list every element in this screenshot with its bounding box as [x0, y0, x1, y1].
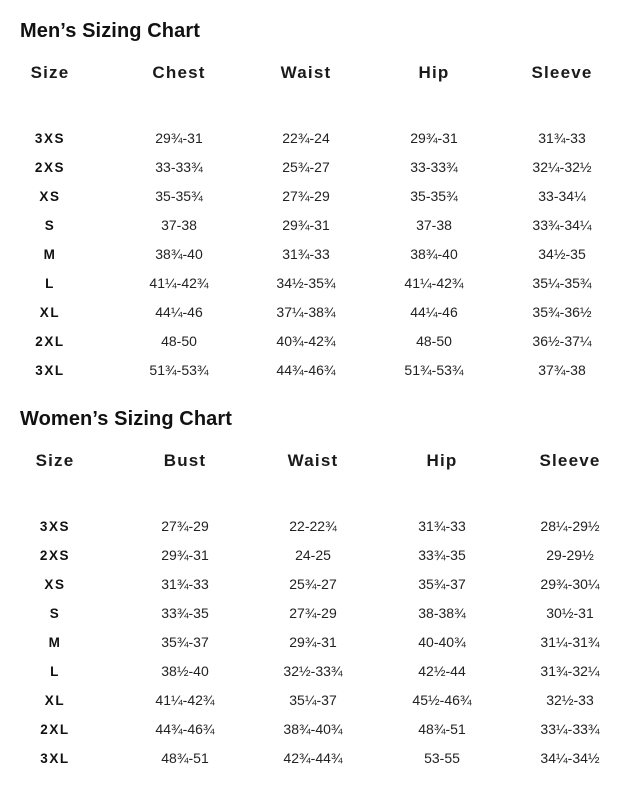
men-header-waist: Waist	[280, 63, 332, 82]
women-size-label: L	[50, 664, 60, 679]
women-waist-value: 29¾-31	[289, 634, 337, 650]
men-chest-value: 51¾-53¾	[149, 362, 209, 378]
men-hip-value: 33-33¾	[410, 159, 458, 175]
women-size-label: XS	[44, 577, 66, 592]
men-hip-value: 41¼-42¾	[404, 275, 464, 291]
women-bust-value: 35¾-37	[161, 634, 209, 650]
men-sleeve-value: 37¾-38	[538, 362, 586, 378]
women-hip-value: 35¾-37	[418, 576, 466, 592]
men-header-sleeve: Sleeve	[531, 63, 593, 82]
women-chart-title: Women’s Sizing Chart	[20, 408, 233, 430]
men-hip-value: 44¼-46	[410, 304, 458, 320]
men-hip-value: 37-38	[416, 217, 452, 233]
women-size-label: 3XL	[40, 751, 70, 766]
women-header-hip: Hip	[426, 451, 458, 470]
women-waist-value: 38¾-40¾	[283, 721, 343, 737]
women-hip-value: 38-38¾	[418, 605, 466, 621]
women-sleeve-value: 30½-31	[546, 605, 594, 621]
men-waist-value: 37¼-38¾	[276, 304, 336, 320]
men-hip-value: 29¾-31	[410, 130, 458, 146]
women-waist-value: 27¾-29	[289, 605, 337, 621]
men-sleeve-value: 36½-37¼	[532, 333, 592, 349]
men-waist-value: 34½-35¾	[276, 275, 336, 291]
men-size-label: 2XS	[34, 160, 66, 175]
women-size-label: 2XL	[40, 722, 70, 737]
women-bust-value: 48¾-51	[161, 750, 209, 766]
women-sleeve-value: 31¾-32¼	[540, 663, 600, 679]
men-waist-value: 31¾-33	[282, 246, 330, 262]
women-hip-value: 33¾-35	[418, 547, 466, 563]
women-hip-value: 42½-44	[418, 663, 466, 679]
men-waist-value: 22¾-24	[282, 130, 330, 146]
men-waist-value: 44¾-46¾	[276, 362, 336, 378]
men-sleeve-value: 32¼-32½	[532, 159, 592, 175]
women-size-label: XL	[44, 693, 66, 708]
women-bust-value: 29¾-31	[161, 547, 209, 563]
men-sleeve-value: 31¾-33	[538, 130, 586, 146]
women-hip-value: 45½-46¾	[412, 692, 472, 708]
women-size-label: 2XS	[39, 548, 71, 563]
men-size-label: 3XS	[34, 131, 66, 146]
men-hip-value: 51¾-53¾	[404, 362, 464, 378]
women-waist-value: 22-22¾	[289, 518, 337, 534]
women-hip-value: 31¾-33	[418, 518, 466, 534]
men-waist-value: 25¾-27	[282, 159, 330, 175]
women-bust-value: 33¾-35	[161, 605, 209, 621]
men-chest-value: 29¾-31	[155, 130, 203, 146]
men-chest-value: 35-35¾	[155, 188, 203, 204]
men-size-label: 2XL	[35, 334, 65, 349]
women-sleeve-value: 29-29½	[546, 547, 594, 563]
women-sleeve-value: 28¼-29½	[540, 518, 600, 534]
men-chest-value: 41¼-42¾	[149, 275, 209, 291]
men-sleeve-value: 33-34¼	[538, 188, 586, 204]
women-waist-value: 32½-33¾	[283, 663, 343, 679]
men-header-hip: Hip	[418, 63, 450, 82]
men-size-label: L	[45, 276, 55, 291]
men-size-label: XL	[39, 305, 61, 320]
women-sleeve-value: 33¼-33¾	[540, 721, 600, 737]
men-waist-value: 29¾-31	[282, 217, 330, 233]
men-size-label: S	[44, 218, 56, 233]
women-sleeve-value: 32½-33	[546, 692, 594, 708]
men-size-label: 3XL	[35, 363, 65, 378]
women-waist-value: 25¾-27	[289, 576, 337, 592]
men-chest-value: 33-33¾	[155, 159, 203, 175]
men-hip-value: 38¾-40	[410, 246, 458, 262]
men-waist-value: 40¾-42¾	[276, 333, 336, 349]
women-header-waist: Waist	[287, 451, 339, 470]
men-waist-value: 27¾-29	[282, 188, 330, 204]
women-hip-value: 53-55	[424, 750, 460, 766]
women-waist-value: 24-25	[295, 547, 331, 563]
men-sleeve-value: 33¾-34¼	[532, 217, 592, 233]
men-header-size: Size	[30, 63, 70, 82]
women-sleeve-value: 34¼-34½	[540, 750, 600, 766]
women-waist-value: 35¼-37	[289, 692, 337, 708]
women-bust-value: 27¾-29	[161, 518, 209, 534]
women-header-sleeve: Sleeve	[539, 451, 601, 470]
women-waist-value: 42¾-44¾	[283, 750, 343, 766]
men-chest-value: 38¾-40	[155, 246, 203, 262]
men-sleeve-value: 35¼-35¾	[532, 275, 592, 291]
women-hip-value: 40-40¾	[418, 634, 466, 650]
men-chest-value: 44¼-46	[155, 304, 203, 320]
women-size-label: M	[48, 635, 62, 650]
women-sleeve-value: 31¼-31¾	[540, 634, 600, 650]
women-bust-value: 31¾-33	[161, 576, 209, 592]
women-size-label: S	[49, 606, 61, 621]
men-chest-value: 48-50	[161, 333, 197, 349]
women-header-size: Size	[35, 451, 75, 470]
men-sleeve-value: 34½-35	[538, 246, 586, 262]
women-bust-value: 38½-40	[161, 663, 209, 679]
men-size-label: XS	[39, 189, 61, 204]
men-size-label: M	[43, 247, 57, 262]
men-chest-value: 37-38	[161, 217, 197, 233]
men-sleeve-value: 35¾-36½	[532, 304, 592, 320]
men-hip-value: 35-35¾	[410, 188, 458, 204]
women-header-bust: Bust	[163, 451, 207, 470]
women-sleeve-value: 29¾-30¼	[540, 576, 600, 592]
women-hip-value: 48¾-51	[418, 721, 466, 737]
women-bust-value: 41¼-42¾	[155, 692, 215, 708]
men-header-chest: Chest	[152, 63, 206, 82]
women-size-label: 3XS	[39, 519, 71, 534]
women-bust-value: 44¾-46¾	[155, 721, 215, 737]
men-hip-value: 48-50	[416, 333, 452, 349]
men-chart-title: Men’s Sizing Chart	[20, 20, 200, 42]
